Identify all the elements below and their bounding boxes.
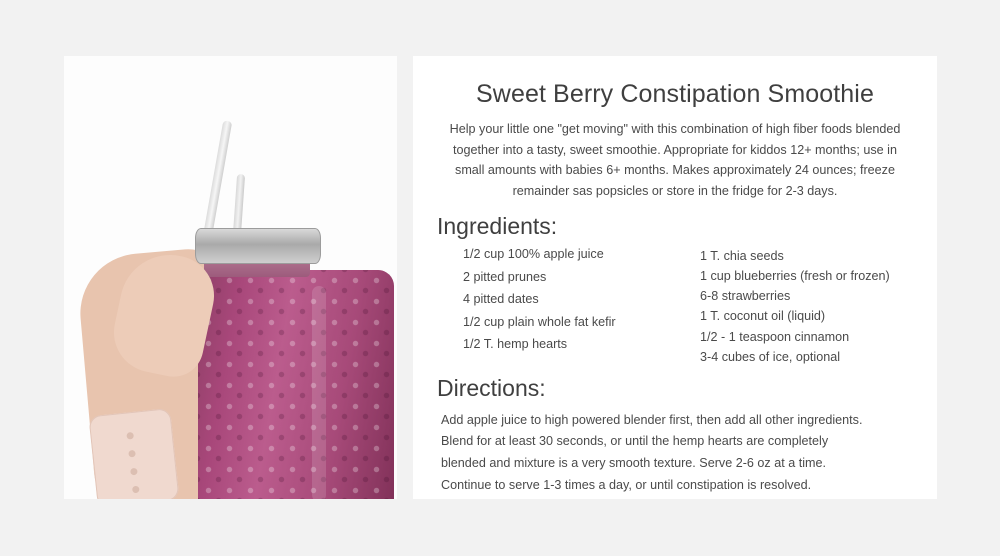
directions-body <box>435 410 915 497</box>
ingredients-column-left <box>441 248 676 369</box>
list-item: 4 pitted dates <box>463 292 539 307</box>
recipe-card <box>413 56 937 499</box>
directions-line: Continue to serve 1-3 times a day, or until constipation is resolved. <box>441 477 812 492</box>
list-item: 1 T. chia seeds <box>700 249 784 264</box>
list-item: 1/2 T. hemp hearts <box>463 337 568 352</box>
ingredients-column-right <box>690 248 913 369</box>
list-item: 2 pitted prunes <box>463 269 547 284</box>
watch-band-shape <box>88 408 179 499</box>
list-item: 6-8 strawberries <box>700 289 791 304</box>
band-hole-icon <box>132 486 140 494</box>
ingredients-columns <box>435 248 915 369</box>
list-item: 1/2 cup 100% apple juice <box>463 247 604 262</box>
directions-line: Blend for at least 30 seconds, or until the hemp hearts are completely <box>441 434 829 449</box>
list-item: 1/2 - 1 teaspoon cinnamon <box>700 329 850 344</box>
list-item: 1 T. coconut oil (liquid) <box>700 309 826 324</box>
ingredients-heading: Ingredients: <box>437 213 558 240</box>
band-hole-icon <box>130 468 138 476</box>
photo-card <box>64 56 397 499</box>
jar-lid-shape <box>195 228 321 264</box>
band-hole-icon <box>128 450 136 458</box>
recipe-title: Sweet Berry Constipation Smoothie <box>476 80 874 108</box>
directions-line: blended and mixture is a very smooth texture. Serve 2-6 oz at a time. <box>441 456 826 471</box>
directions-line: Add apple juice to high powered blender first, then add all other ingredients. <box>441 412 863 427</box>
directions-heading: Directions: <box>437 374 546 401</box>
jar-hobnail-texture <box>198 270 394 499</box>
list-item: 1/2 cup plain whole fat kefir <box>463 314 616 329</box>
list-item: 3-4 cubes of ice, optional <box>700 349 841 364</box>
mason-jar-shape <box>198 270 394 499</box>
list-item: 1 cup blueberries (fresh or frozen) <box>700 269 890 284</box>
band-hole-icon <box>126 432 134 440</box>
recipe-intro-paragraph: Help your little one "get moving" with this combination of high fiber foods blended together into a tasty, sweet smoothie. Appropriate for kiddos 12+ months; use in small amounts with babies 6+ months. Makes approximately 24 ounces; freeze remainder sas popsicles or store in the fridge for 2-3 days. <box>449 122 901 198</box>
smoothie-photo <box>64 56 397 499</box>
